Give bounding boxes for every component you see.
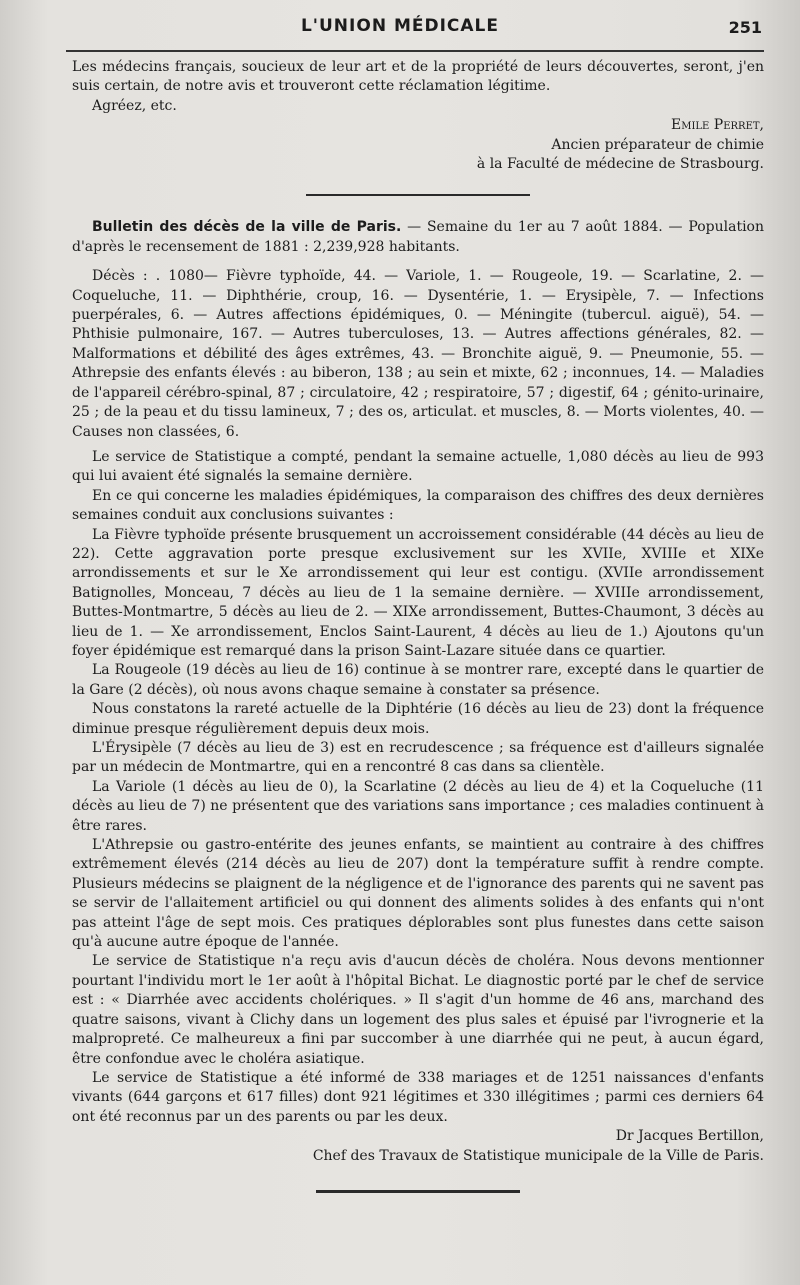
bulletin-paragraph: Le service de Statistique a compté, pendant la semaine actuelle, 1,080 décès au lieu de 993 qui lui avaient été signalés la semaine dernière. (72, 448, 764, 485)
letter-signature-name: Emile Perret, (671, 117, 764, 134)
spacer (72, 257, 764, 267)
bulletin-paragraph: La Variole (1 décès au lieu de 0), la Scarlatine (2 décès au lieu de 4) et la Coqueluche (11 décès au lieu de 7) ne présentent que des variations sans importance ; ces maladies continuent à être rares. (72, 778, 764, 834)
bulletin-subtitle: — Semaine du 1er au 7 août 1884. — Population d'après le recensement de 1881 : 2,239,928 habitants. (72, 219, 764, 255)
page-number: 251 (728, 18, 762, 37)
deaths-list: Décès : . 1080— Fièvre typhoïde, 44. — Variole, 1. — Rougeole, 19. — Scarlatine, 2. — Coqueluche, 11. — Diphthérie, croup, 16. — Dysentérie, 1. — Erysipèle, 7. — Infections puerpérales, 6. — Autres affections épidémiques, 0. — Méningite (tubercul. aiguë), 54. — Phthisie pulmonaire, 167. — Autres tuberculoses, 13. — Autres affections générales, 82. — Malformations et débilité des âges extrêmes, 43. — Bronchite aiguë, 9. — Pneumonie, 55. — Athrepsie des enfants élevés : au biberon, 138 ; au sein et mixte, 62 ; inconnues, 14. — Maladies de l'appareil cérébro-spinal, 87 ; circulatoire, 42 ; respiratoire, 57 ; digestif, 64 ; génito-urinaire, 25 ; de la peau et du tissu lamineux, 7 ; des os, articulat. et muscles, 8. — Morts violentes, 40. — Causes non classées, 6. (72, 268, 764, 440)
section-separator (306, 194, 530, 196)
page-body (72, 58, 764, 1193)
bulletin-paragraph: La Rougeole (19 décès au lieu de 16) continue à se montrer rare, excepté dans le quartier de la Gare (2 décès), où nous avons chaque semaine à constater sa présence. (72, 662, 764, 698)
letter-salutation: Agréez, etc. (92, 97, 177, 114)
author-name: Dr Jacques Bertillon, (615, 1128, 764, 1145)
bulletin-paragraph: L'Érysipèle (7 décès au lieu de 3) est en recrudescence ; sa fréquence est d'ailleurs signalée par un médecin de Montmartre, qui en a rencontré 8 cas dans sa clientèle. (72, 740, 764, 776)
bulletin-paragraph: Nous constatons la rareté actuelle de la Diphtérie (16 décès au lieu de 23) dont la fréquence diminue presque régulièrement depuis deux mois. (72, 701, 764, 737)
bulletin-paragraph: Le service de Statistique n'a reçu avis d'aucun décès de choléra. Nous devons mentionner pourtant l'individu mort le 1er août à l'hôpital Bichat. Le diagnostic porté par le chef de service est : « Diarrhée avec accidents cholériques. » Il s'agit d'un homme de 46 ans, marchand des quatre saisons, vivant à Clichy dans un logement des plus sales et épuisé par l'ivrognerie et la malpropreté. Ce malheureux a fini par succomber à une diarrhée qui ne peut, à aucun égard, être confondue avec le choléra asiatique. (72, 953, 764, 1067)
letter-signature-affiliation: à la Faculté de médecine de Strasbourg. (476, 156, 764, 173)
letter-closing: Les médecins français, soucieux de leur art et de la propriété de leurs découvertes, seront, j'en suis certain, de notre avis et trouveront cette réclamation légitime. (72, 59, 764, 95)
bulletin-paragraph: Le service de Statistique a été informé de 338 mariages et de 1251 naissances d'enfants vivants (644 garçons et 617 filles) dont 921 légitimes et 330 illégitimes ; parmi ces derniers 64 ont été reconnus par un des parents ou par les deux. (72, 1069, 764, 1125)
bulletin-paragraph: La Fièvre typhoïde présente brusquement un accroissement considérable (44 décès au lieu de 22). Cette aggravation porte presque exclusivement sur les XVIIe, XVIIIe et XIXe arrondissements et sur le Xe arrondissement qui leur est contigu. (XVIIe arrondissement Batignolles, Monceau, 7 décès au lieu de 1 la semaine dernière. — XVIIIe arrondissement, Buttes-Montmartre, 5 décès au lieu de 2. — XIXe arrondissement, Buttes-Chaumont, 3 décès au lieu de 1. — Xe arrondissement, Enclos Saint-Laurent, 4 décès au lieu de 1.) Ajoutons qu'un foyer épidémique est remarqué dans la prison Saint-Lazare située dans ce quartier. (72, 526, 764, 659)
bulletin-heading (72, 218, 764, 257)
footer-rule (316, 1190, 520, 1193)
author-role: Chef des Travaux de Statistique municipale de la Ville de Paris. (312, 1147, 764, 1164)
journal-title: L'UNION MÉDICALE (300, 16, 500, 36)
header-rule (66, 50, 764, 52)
bulletin-paragraph: En ce qui concerne les maladies épidémiques, la comparaison des chiffres des deux dernières semaines conduit aux conclusions suivantes : (72, 487, 764, 524)
letter-signature-title: Ancien préparateur de chimie (551, 136, 764, 153)
bulletin-title: Bulletin des décès de la ville de Paris. (92, 219, 402, 236)
bulletin-paragraph: L'Athrepsie ou gastro-entérite des jeunes enfants, se maintient au contraire à des chiffres extrêmement élevés (214 décès au lieu de 207) dont la température suffit à rendre compte. Plusieurs médecins se plaignent de la négligence et de l'ignorance des parents qui ne savent pas se servir de l'allaitement artificiel ou qui donnent des aliments solides à des enfants qui n'ont pas atteint l'âge de sept mois. Ces pratiques déplorables sont plus funestes dans cette saison qu'à aucune autre époque de l'année. (72, 837, 764, 951)
running-head (0, 14, 800, 44)
